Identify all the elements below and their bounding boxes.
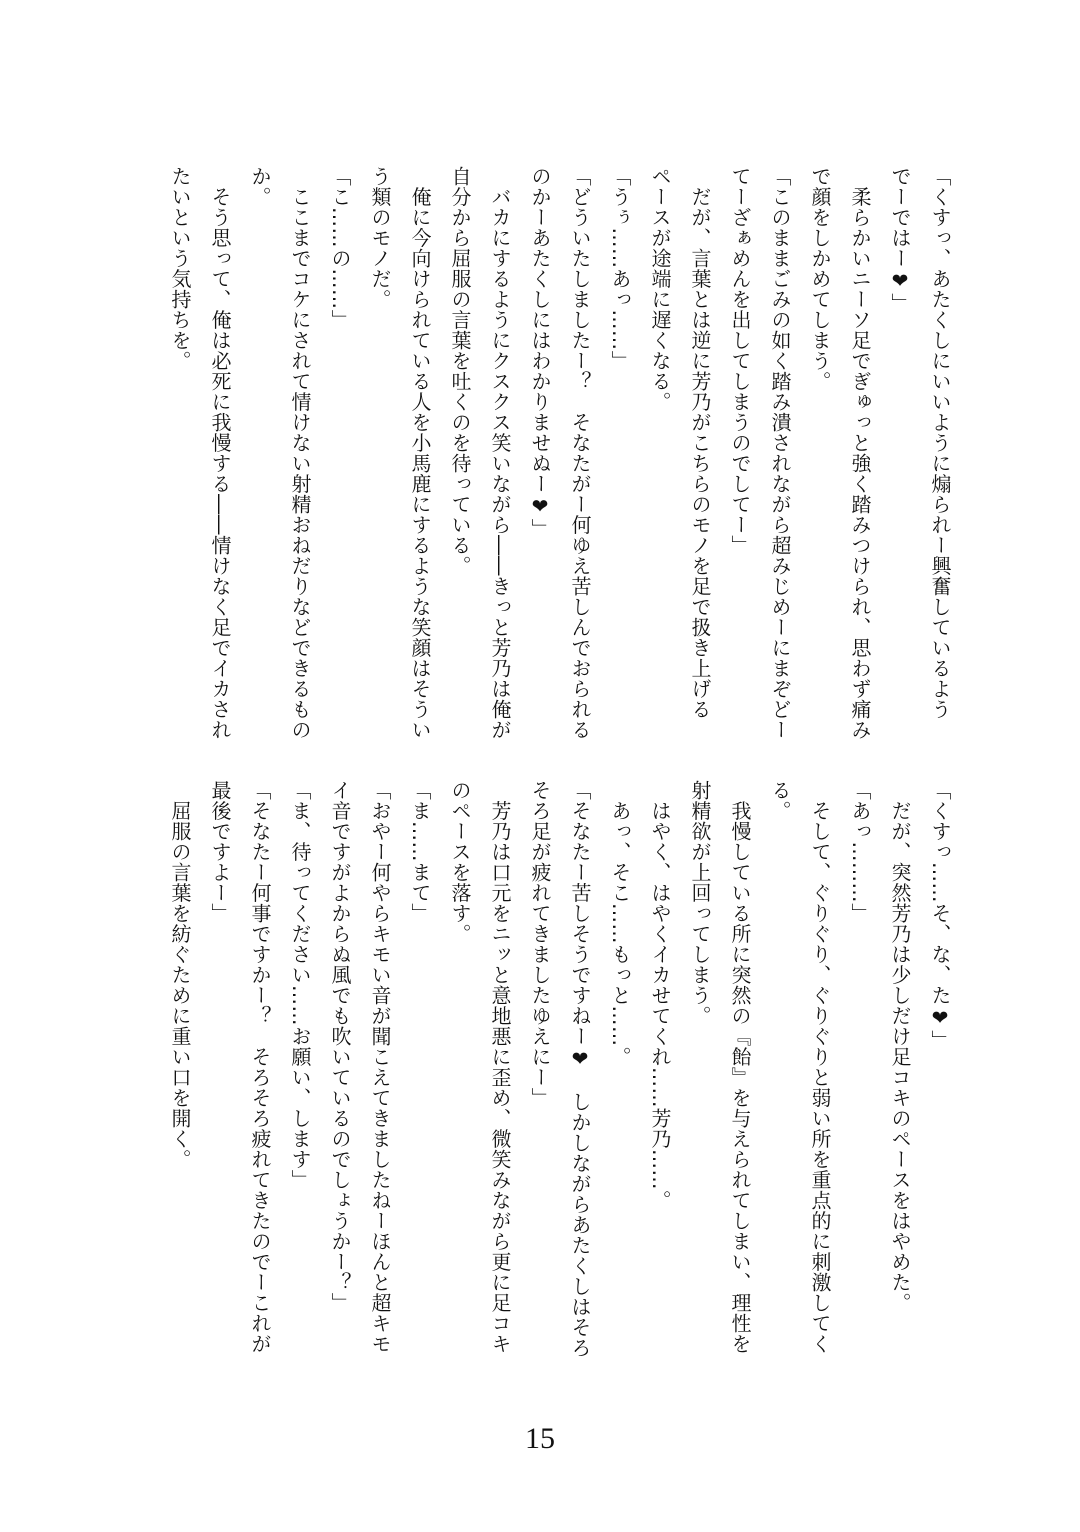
text-column: あっ、そこ……もっと……。	[608, 780, 632, 1067]
text-column: そろ足が疲れてきましたゆえにー」	[528, 780, 552, 1108]
text-column: 柔らかいニーソ足でぎゅっと強く踏みつけられ、思わず痛み	[848, 166, 872, 740]
text-column: う類のモノだ。	[368, 166, 392, 310]
text-column: のペースを落す。	[448, 780, 472, 944]
text-column: か。	[248, 166, 272, 207]
text-column: 最後ですよー」	[208, 780, 232, 924]
text-column: 「くすっ……そ、な、た❤」	[928, 780, 952, 1051]
text-column: 「そなたー何事ですかー？ そろそろ疲れてきたのでーこれが	[248, 780, 272, 1354]
text-column: イ音ですがよからぬ風でも吹いているのでしょうかー？」	[328, 780, 352, 1313]
text-block-bottom	[160, 780, 960, 1370]
text-column: 「うぅ……あっ……」	[608, 166, 632, 371]
text-column: そして、ぐりぐり、ぐりぐりと弱い所を重点的に刺激してく	[808, 780, 832, 1354]
text-column: 「おやー何やらキモい音が聞こえてきましたねーほんと超キモ	[368, 780, 392, 1354]
text-column: 射精欲が上回ってしまう。	[688, 780, 712, 1026]
text-column: 屈服の言葉を紡ぐために重い口を開く。	[168, 780, 192, 1170]
text-column: てーざぁめんを出してしまうのでしてー」	[728, 166, 752, 556]
text-column: 「くすっ、あたくしにいいように煽られー興奮しているよう	[928, 166, 952, 720]
text-column: 俺に今向けられている人を小馬鹿にするような笑顔はそうい	[408, 166, 432, 740]
text-column: 自分から屈服の言葉を吐くのを待っている。	[448, 166, 472, 576]
text-column: 「ま……まて」	[408, 780, 432, 924]
text-column: 芳乃は口元をニッと意地悪に歪め、微笑みながら更に足コキ	[488, 780, 512, 1354]
text-column: 我慢している所に突然の『飴』を与えられてしまい、理性を	[728, 780, 752, 1354]
text-column: で顔をしかめてしまう。	[808, 166, 832, 392]
text-column: だが、言葉とは逆に芳乃がこちらのモノを足で扱き上げる	[688, 166, 712, 720]
text-column: だが、突然芳乃は少しだけ足コキのペースをはやめた。	[888, 780, 912, 1313]
text-column: 「ま、待ってください……お願い、します」	[288, 780, 312, 1190]
text-column: ペースが途端に遅くなる。	[648, 166, 672, 412]
text-column: そう思って、俺は必死に我慢する――情けなく足でイカされ	[208, 166, 232, 740]
text-block-top	[160, 166, 960, 756]
text-column: でーではー❤」	[888, 166, 912, 314]
text-column: 「こ……の……」	[328, 166, 352, 330]
text-column: のかーあたくしにはわかりませぬー❤」	[528, 166, 552, 539]
text-column: 「このままごみの如く踏み潰されながら超みじめーにまぞどー	[768, 166, 792, 740]
text-column: はやく、はやくイカせてくれ……芳乃……。	[648, 780, 672, 1211]
text-column: 「あっ………」	[848, 780, 872, 924]
text-column: たいという気持ちを。	[168, 166, 192, 371]
text-column: る。	[768, 780, 792, 821]
text-column: 「そなたー苦しそうですねー❤ しかしながらあたくしはそろ	[568, 780, 592, 1358]
text-column: 「どういたしましたー？ そなたがー何ゆえ苦しんでおられる	[568, 166, 592, 740]
text-column: ここまでコケにされて情けない射精おねだりなどできるもの	[288, 166, 312, 740]
page-number: 15	[525, 1422, 555, 1455]
text-column: バカにするようにクスクス笑いながら――きっと芳乃は俺が	[488, 166, 512, 740]
